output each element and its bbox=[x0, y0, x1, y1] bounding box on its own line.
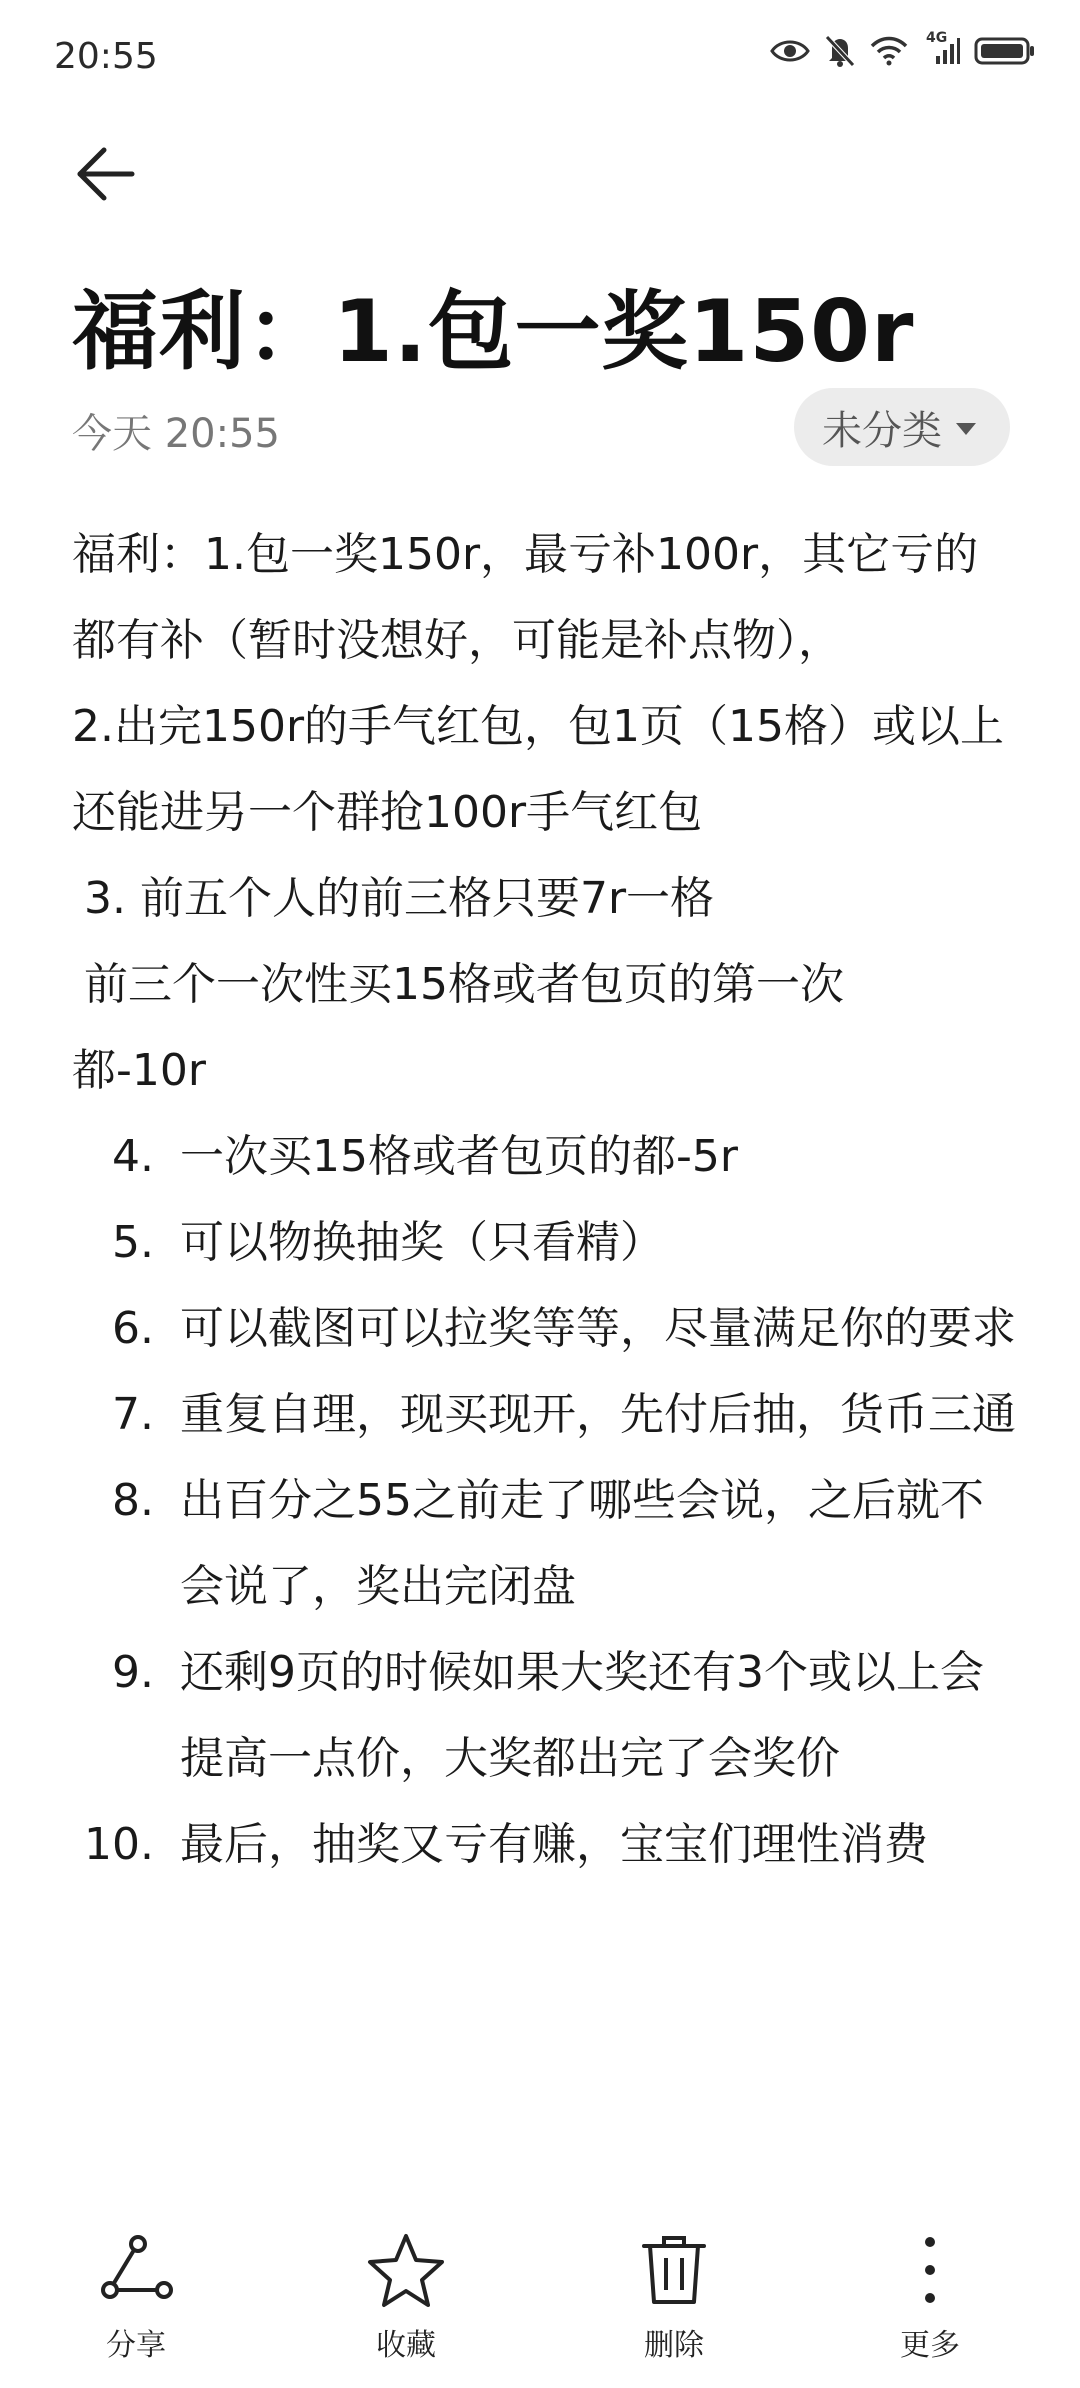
list-item-number: 10. bbox=[84, 1819, 154, 1870]
list-item-text: 最后，抽奖又亏有赚，宝宝们理性消费 bbox=[180, 1819, 928, 1870]
list-item bbox=[72, 1458, 1022, 1630]
more-button[interactable] bbox=[840, 2230, 1020, 2364]
list-item-number: 8. bbox=[112, 1475, 154, 1526]
list-item-text: 可以截图可以拉奖等等，尽量满足你的要求 bbox=[180, 1303, 1016, 1354]
list-item-text: 还剩9页的时候如果大奖还有3个或以上会提高一点价，大奖都出完了会奖价 bbox=[180, 1647, 984, 1784]
note-paragraph-4: 前三个一次性买15格或者包页的第一次 bbox=[84, 959, 844, 1010]
list-item bbox=[72, 1372, 1022, 1458]
bell-muted-icon bbox=[824, 34, 856, 68]
battery-icon bbox=[974, 36, 1036, 66]
list-item-text: 一次买15格或者包页的都-5r bbox=[180, 1131, 738, 1182]
list-item bbox=[72, 1802, 1022, 1888]
list-item bbox=[72, 1200, 1022, 1286]
dropdown-arrow-icon bbox=[956, 423, 976, 435]
list-item-text: 重复自理，现买现开，先付后抽，货币三通 bbox=[180, 1389, 1016, 1440]
more-label: 更多 bbox=[900, 2328, 960, 2363]
category-dropdown[interactable] bbox=[794, 388, 1010, 466]
delete-label: 删除 bbox=[644, 2328, 704, 2363]
favorite-button[interactable] bbox=[316, 2230, 496, 2364]
list-item bbox=[72, 1630, 1022, 1802]
list-item-number: 4. bbox=[112, 1131, 154, 1182]
bottom-action-bar bbox=[0, 2230, 1080, 2388]
note-paragraph-1: 福利：1.包一奖150r，最亏补100r，其它亏的都有补（暂时没想好，可能是补点物）， bbox=[72, 529, 979, 666]
share-button[interactable] bbox=[46, 2230, 226, 2364]
delete-button[interactable] bbox=[584, 2230, 764, 2364]
network-type-label: 4G bbox=[926, 30, 948, 46]
list-item-text: 可以物换抽奖（只看精） bbox=[180, 1217, 664, 1268]
note-numbered-list bbox=[72, 1114, 1022, 1888]
list-item bbox=[72, 1114, 1022, 1200]
eye-icon bbox=[770, 37, 810, 65]
list-item-number: 5. bbox=[112, 1217, 154, 1268]
status-time: 20:55 bbox=[54, 36, 158, 77]
category-label: 未分类 bbox=[822, 407, 942, 454]
list-item-text: 出百分之55之前走了哪些会说，之后就不会说了，奖出完闭盘 bbox=[180, 1475, 984, 1612]
list-item bbox=[72, 1286, 1022, 1372]
note-paragraph-3: 3. 前五个人的前三格只要7r一格 bbox=[84, 873, 715, 924]
note-paragraph-2: 2.出完150r的手气红包，包1页（15格）或以上还能进另一个群抢100r手气红包 bbox=[72, 701, 1005, 838]
share-label: 分享 bbox=[106, 2328, 166, 2363]
list-item-number: 6. bbox=[112, 1303, 154, 1354]
arrow-left-icon bbox=[70, 140, 150, 220]
more-vertical-icon bbox=[890, 2230, 970, 2310]
status-icons bbox=[770, 30, 1036, 68]
status-bar bbox=[0, 0, 1080, 120]
signal-indicator bbox=[922, 30, 960, 66]
note-date: 今天 20:55 bbox=[72, 411, 280, 457]
list-item-number: 7. bbox=[112, 1389, 154, 1440]
note-paragraph-5: 都-10r bbox=[72, 1045, 206, 1096]
wifi-icon bbox=[870, 36, 908, 66]
share-icon bbox=[96, 2230, 176, 2310]
favorite-label: 收藏 bbox=[376, 2328, 436, 2363]
note-body[interactable] bbox=[72, 512, 1022, 1888]
back-button[interactable] bbox=[70, 140, 150, 220]
trash-icon bbox=[634, 2230, 714, 2310]
list-item-number: 9. bbox=[112, 1647, 154, 1698]
star-icon bbox=[366, 2230, 446, 2310]
note-title[interactable]: 福利：1.包一奖150r bbox=[72, 282, 915, 382]
